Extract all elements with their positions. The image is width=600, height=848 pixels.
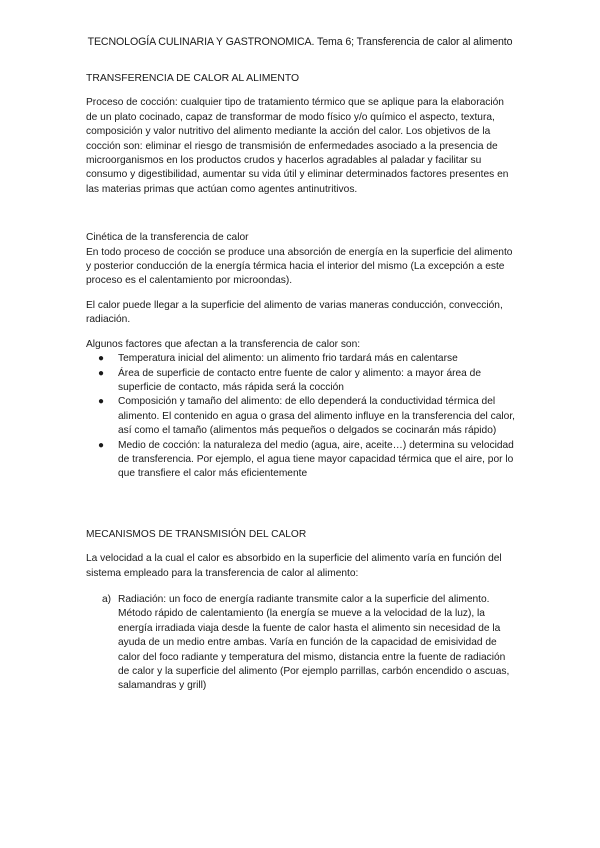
list-item (86, 352, 518, 366)
list-item (86, 367, 518, 396)
factor-text: Medio de cocción: la naturaleza del medio (agua, aire, aceite…) determina su velocidad de transferencia. Por ejemplo, el agua tiene mayor capacidad térmica que el aire, por lo que transfiere el calor más eficientemente (118, 439, 514, 480)
list-item (86, 593, 518, 694)
paragraph-calor-superficie: El calor puede llegar a la superficie del alimento de varias maneras conducción, convección, radiación. (86, 299, 503, 326)
bullet-icon: ● (98, 396, 105, 408)
factors-intro: Algunos factores que afectan a la transferencia de calor son: (86, 338, 361, 350)
section-heading-mecanismos: MECANISMOS DE TRANSMISIÓN DEL CALOR (86, 528, 307, 540)
bullet-icon: ● (98, 367, 105, 379)
section-heading-cinetica: Cinética de la transferencia de calor (86, 232, 249, 244)
factor-text: Área de superficie de contacto entre fuente de calor y alimento: a mayor área de superficie de contacto, más rápida será la cocción (118, 367, 481, 393)
list-item (86, 439, 518, 482)
document-body (86, 70, 518, 694)
mechanism-text: Radiación: un foco de energía radiante transmite calor a la superficie del alimento. Método rápido de calentamiento (la energía se mueve a la velocidad de la luz), la energía irradiada viaja desde la fuente de calor hasta el alimento sin necesidad de la ayuda de un medio entre ambas. Varía en función de la capacidad de emisividad de calor del foco radiante y temperatura del mismo, distancia entre la fuente de radiación de calor y la superficie del alimento (Por ejemplo parrillas, carbón encendido o ascuas, salamandras y grill) (118, 593, 510, 692)
list-marker: a) (102, 593, 112, 605)
page-header: TECNOLOGÍA CULINARIA Y GASTRONOMICA. Tema 6; Transferencia de calor al alimento (87, 36, 513, 48)
bullet-icon: ● (98, 439, 105, 451)
paragraph-velocidad: La velocidad a la cual el calor es absorbido en la superficie del alimento varía en función del sistema empleado para la transferencia de calor al alimento: (86, 553, 502, 579)
factor-text: Temperatura inicial del alimento: un alimento frio tardará más en calentarse (118, 353, 458, 365)
section-heading-transferencia: TRANSFERENCIA DE CALOR AL ALIMENTO (86, 73, 300, 84)
paragraph-absorcion-energia: En todo proceso de cocción se produce una absorción de energía en la superficie del alimento y posterior conducción de la energía térmica hacia el interior del mismo (La excepción a este proceso es el calentamiento por microondas). (86, 246, 513, 287)
list-item (86, 395, 518, 438)
mechanisms-list (86, 593, 518, 694)
bullet-icon: ● (98, 353, 105, 365)
factor-text: Composición y tamaño del alimento: de ello dependerá la conductividad térmica del alimento. El contenido en agua o grasa del alimento influye en la transferencia del calor, así como el tamaño (alimentos más pequeños o delgados se cocinarán más rápido) (118, 396, 515, 437)
paragraph-proceso-coccion: Proceso de cocción: cualquier tipo de tratamiento térmico que se aplique para la elaboración de un plato cocinado, capaz de transformar de modo físico y/o químico el aspecto, textura, composición y valor nutritivo del alimento mediante la acción del calor. Los objetivos de la cocción son: eliminar el riesgo de transmisión de enfermedades asociado a la presencia de microorganismos en los productos crudos y hacerlos agradables al paladar y facilitar su consumo y digestibilidad, aumentar su vida útil y eliminar determinados factores presentes en las materias primas que actúan como agentes antinutritivos. (86, 97, 509, 195)
factors-list (86, 352, 518, 482)
